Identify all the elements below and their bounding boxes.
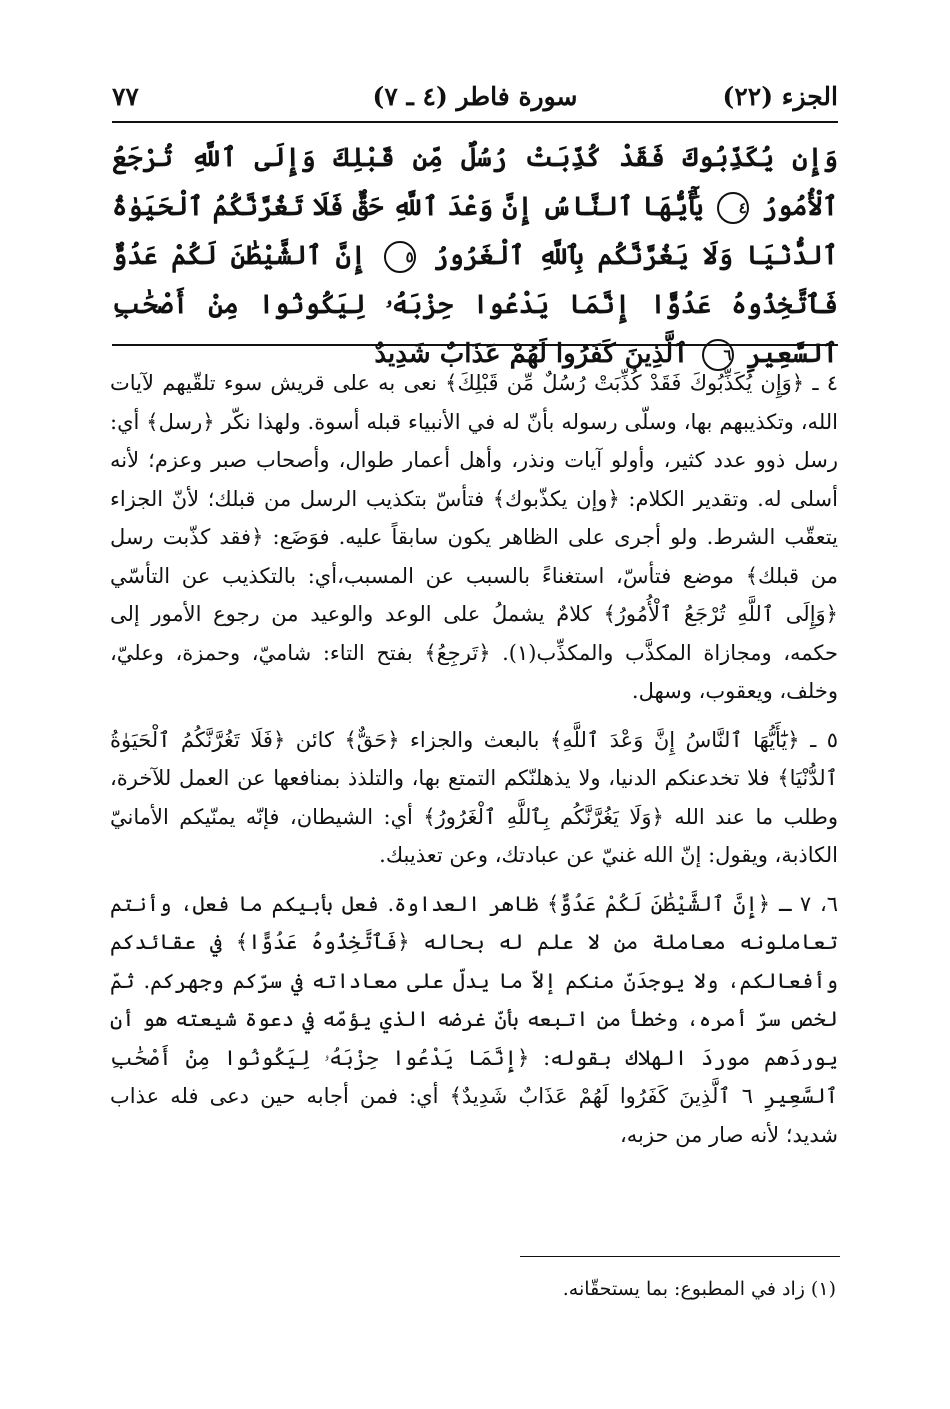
ayah-number-5: ٥	[384, 241, 416, 273]
page-number: ٧٧	[112, 81, 139, 111]
footnote: (١) زاد في المطبوع: بما يستحقّانه.	[562, 1278, 836, 1300]
quran-verses-block	[112, 134, 838, 369]
verses-divider	[112, 344, 838, 346]
tafsir-commentary	[110, 364, 838, 1244]
verse-5-text: يَٰٓأَيُّهَا ٱلنَّاسُ إِنَّ وَعْدَ ٱللَّهِ حَقٌّ فَلَا تَغُرَّنَّكُمُ ٱلْحَيَوٰةُ ٱلدُّنْيَا وَلَا يَغُرَّنَّكُم بِٱللَّهِ ٱلْغَرُورُ	[112, 192, 838, 271]
verse-7-text: ٱلَّذِينَ كَفَرُوا لَهُمْ عَذَابٌ شَدِيدٌ	[374, 339, 689, 369]
commentary-paragraph-verse-4: ٤ ـ ﴿وَإِن يُكَذِّبُوكَ فَقَدْ كُذِّبَتْ رُسُلٌ مِّن قَبْلِكَ﴾ نعى به على قريش سوء تلقّيهم لآيات الله، وتكذيبهم بها، وسلّى رسوله بأنّ له في الأنبياء قبله أسوة. ولهذا نكّر ﴿رسل﴾ أي: رسل ذوو عدد كثير، وأولو آيات ونذر، وأهل أعمار طوال، وأصحاب صبر وعزم؛ لأنه أسلى له. وتقدير الكلام: ﴿وإن يكذّبوك﴾ فتأسّ بتكذيب الرسل من قبلك؛ لأنّ الجزاء يتعقّب الشرط. ولو أجرى على الظاهر يكون سابقاً عليه. فوَضَع: ﴿فقد كذّبت رسل من قبلك﴾ موضع فتأسّ، استغناءً بالسبب عن المسبب،أي: بالتكذيب عن التأسّي ﴿وَإِلَى ٱللَّهِ تُرْجَعُ ٱلْأُمُورُ﴾ كلامٌ يشملُ على الوعد والوعيد من رجوع الأمور إلى حكمه، ومجازاة المكذَّب والمكذِّب(١). ﴿تَرجِعُ﴾ بفتح التاء: شاميّ، وحمزة، وعليّ، وخلف، ويعقوب، وسهل.	[110, 371, 838, 703]
footnote-divider	[520, 1256, 840, 1257]
commentary-paragraph-verse-5: ٥ ـ ﴿يَٰٓأَيُّهَا ٱلنَّاسُ إِنَّ وَعْدَ ٱللَّهِ﴾ بالبعث والجزاء ﴿حَقٌّ﴾ كائن ﴿فَلَا تَغُرَّنَّكُمُ ٱلْحَيَوٰةُ ٱلدُّنْيَا﴾ فلا تخدعنكم الدنيا، ولا يذهلنّكم التمتع بها، والتلذذ بمنافعها عن العمل للآخرة، وطلب ما عند الله ﴿وَلَا يَغُرَّنَّكُم بِٱللَّهِ ٱلْغَرُورُ﴾ أي: الشيطان، فإنّه يمنّيكم الأمانيّ الكاذبة، ويقول: إنّ الله غنيّ عن عبادتك، وعن تعذيبك.	[110, 727, 838, 867]
surah-title: سورة فاطر (٤ ـ ٧)	[372, 81, 578, 111]
ayah-number-6: ٦	[702, 339, 734, 371]
verse-6-text: إِنَّ ٱلشَّيْطَٰنَ لَكُمْ عَدُوٌّ فَٱتَّخِذُوهُ عَدُوًّا إِنَّمَا يَدْعُوا حِزْبَهُۥ لِيَكُونُوا مِنْ أَصْحَٰبِ ٱلسَّعِيرِ	[112, 241, 838, 369]
header-divider	[112, 121, 838, 123]
ayah-number-4: ٤	[717, 192, 749, 224]
commentary-paragraph-verses-6-7: ٦، ٧ ـ ﴿إِنَّ ٱلشَّيْطَٰنَ لَكُمْ عَدُوٌّ﴾ ظاهر العداوة. فعل بأبيكم ما فعل، وأنتم تعاملونه معاملة من لا علم له بحاله ﴿فَٱتَّخِذُوهُ عَدُوًّا﴾ في عقائدكم وأفعالكم، ولا يوجدَنّ منكم إلاّ ما يدلّ على معاداته في سرّكم وجهركم. ثمّ لخص سرّ أمره، وخطأ من اتبعه بأنّ غرضه الذي يؤمّه في دعوة شيعته هو أن يوردَهم موردَ الهلاك بقوله: ﴿إِنَّمَا يَدْعُوا حِزْبَهُۥ لِيَكُونُوا مِنْ أَصْحَٰبِ ٱلسَّعِيرِ ٦ ٱلَّذِينَ كَفَرُوا لَهُمْ عَذَابٌ شَدِيدٌ﴾ أي: فمن أجابه حين دعى فله عذاب شديد؛ لأنه صار من حزبه،	[110, 891, 839, 1147]
running-header	[112, 74, 838, 118]
verse-4-text: وَإِن يُكَذِّبُوكَ فَقَدْ كُذِّبَتْ رُسُلٌ مِّن قَبْلِكَ وَإِلَى ٱللَّهِ تُرْجَعُ ٱلْأُمُورُ	[112, 143, 838, 222]
part-label: الجزء (٢٢)	[722, 81, 838, 111]
